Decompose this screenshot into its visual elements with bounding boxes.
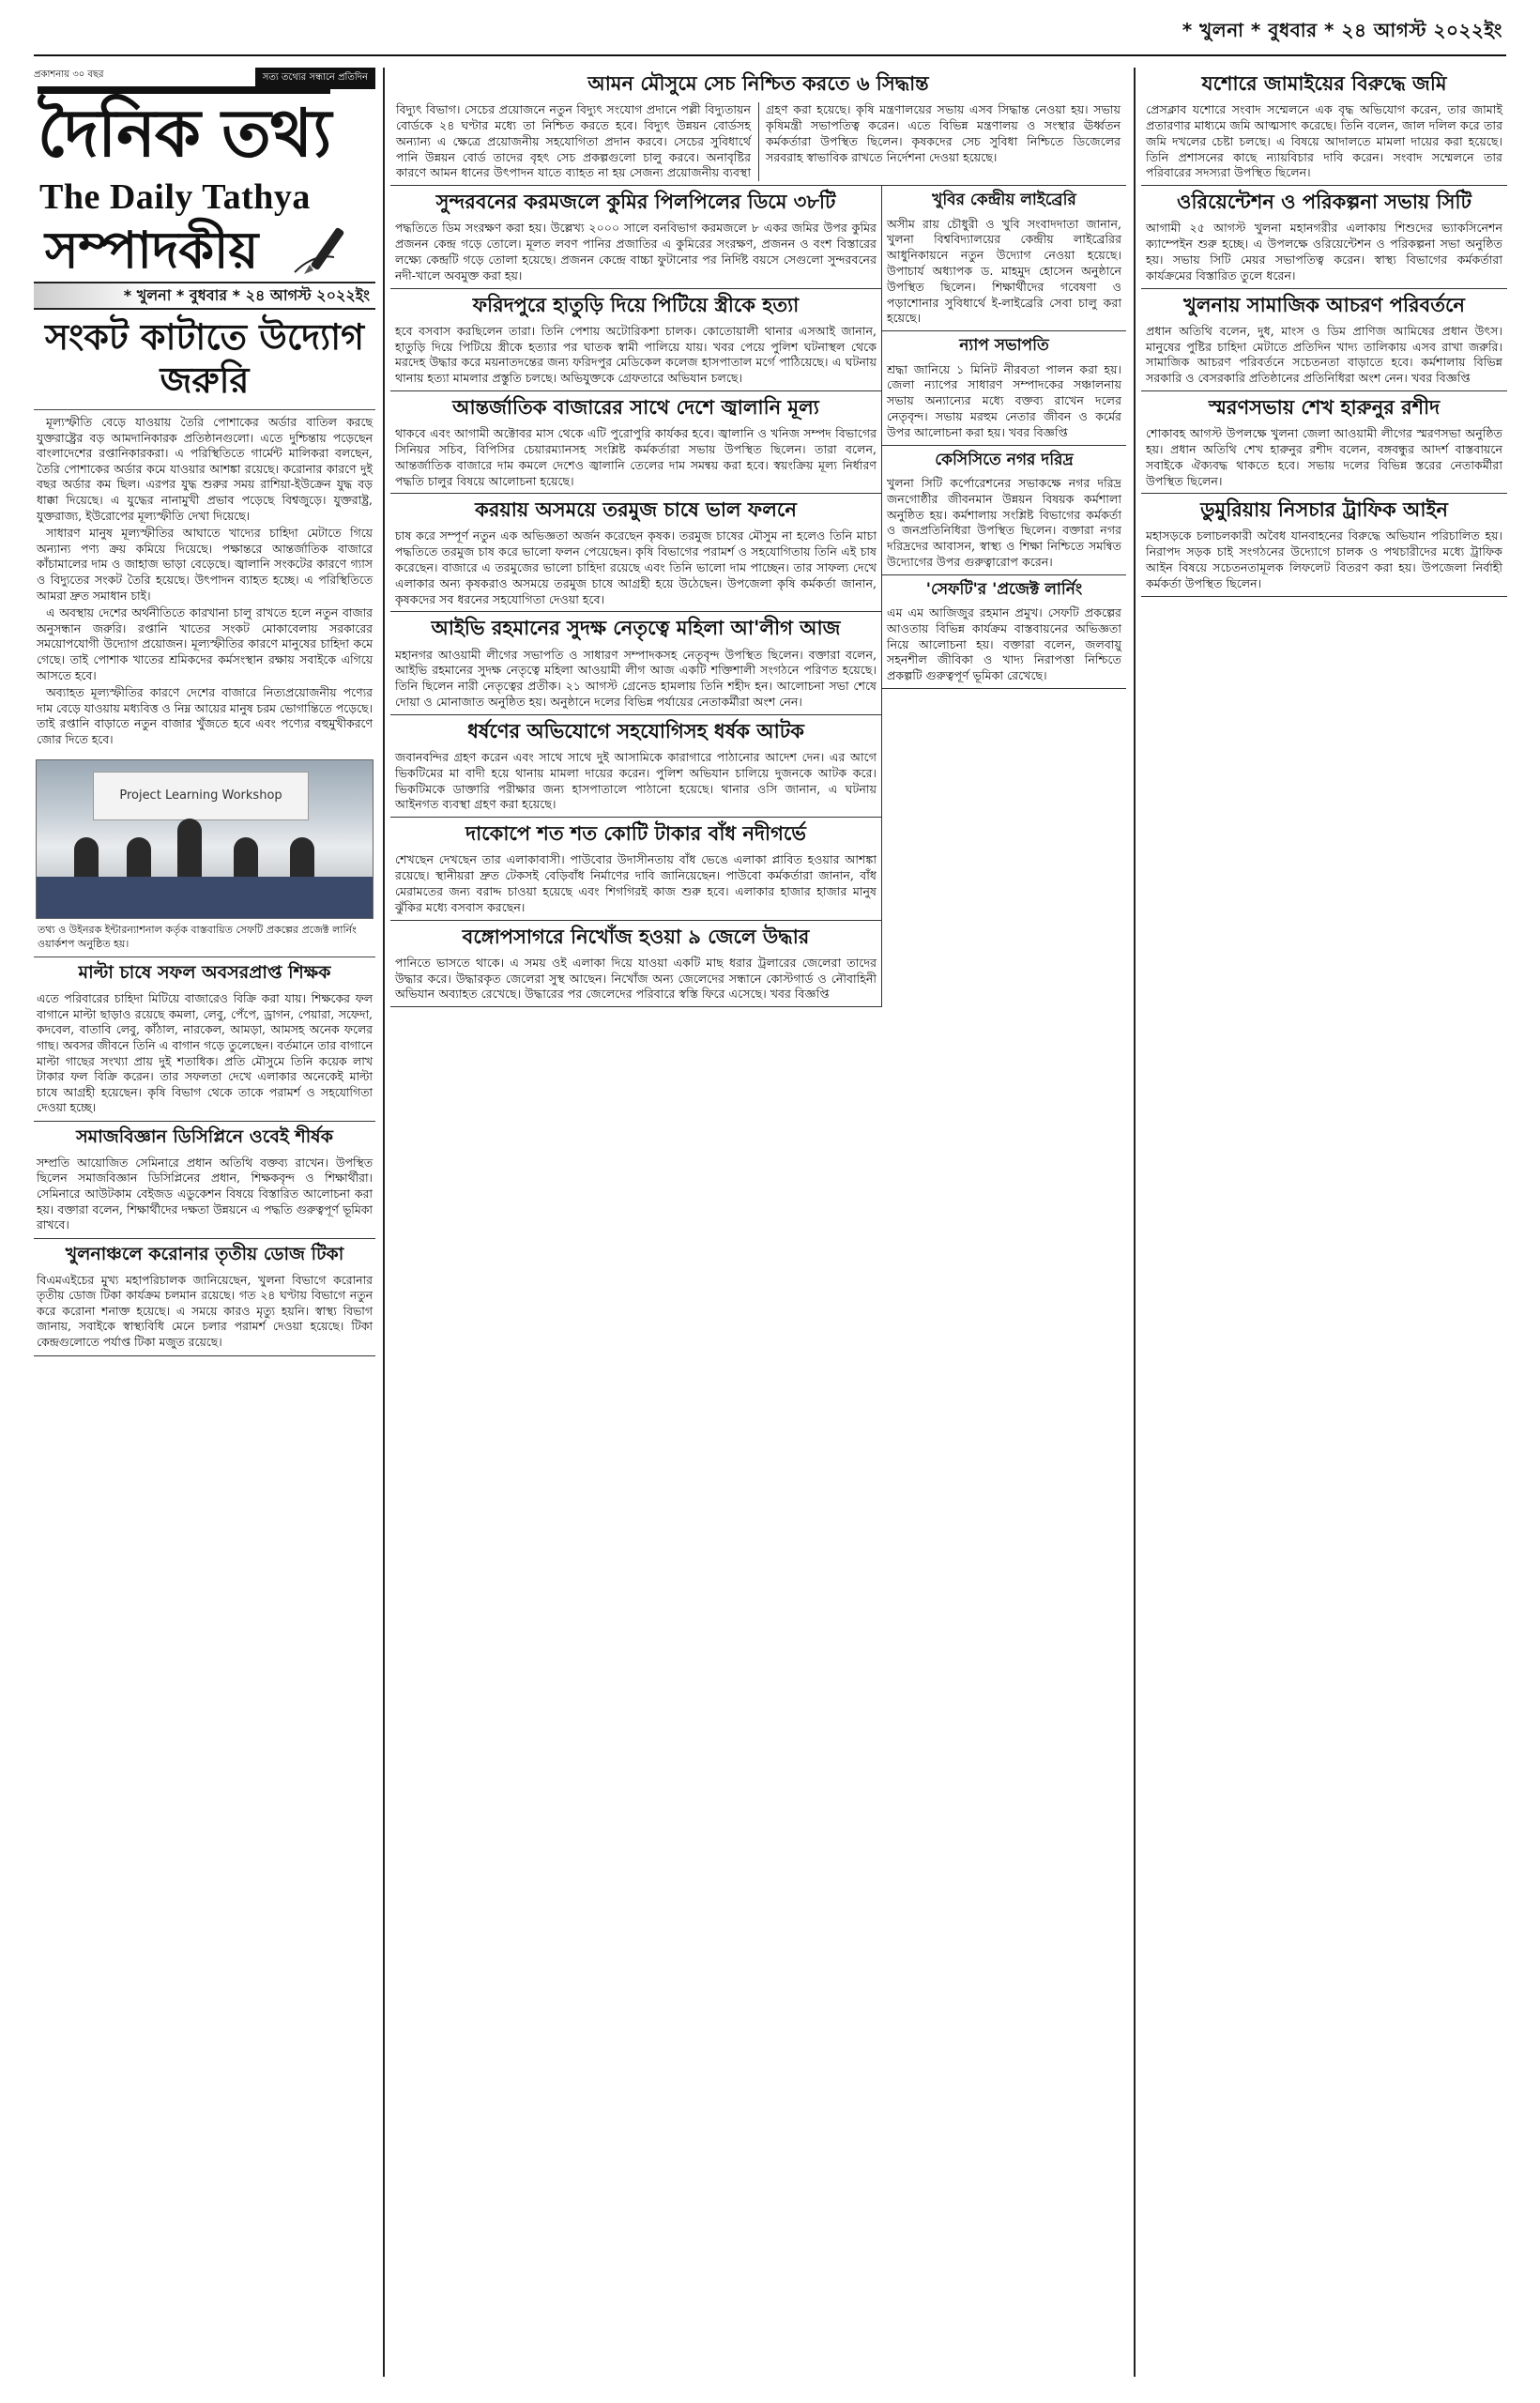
story-body: জবানবন্দির গ্রহণ করেন এবং সাথে সাথে দুই আসামিকে কারাগারে পাঠানোর আদেশ দেন। এর আগে ভিকটিমের মা বাদী হয়ে থানায় মামলা দায়ের করেন। পুলিশ অভিযান চালিয়ে দুজনকে আটক করে। ভিকটিমকে ডাক্তারি পরীক্ষার জন্য হাসপাতালে পাঠানো হয়েছে। থানার ওসি জানান, এ ঘটনায় আইনগত ব্যবস্থা গ্রহণ করা হয়েছে। — [395, 750, 877, 812]
story-body: পদ্ধতিতে ডিম সংরক্ষণ করা হয়। উল্লেখ্য ২০০০ সালে বনবিভাগ করমজলে ৮ একর জমির উপর কুমির প্রজনন কেন্দ্র গড়ে তোলে। মূলত লবণ পানির প্রজাতির এ কুমিরের সংরক্ষণ, প্রজনন ও বংশ বিস্তারের লক্ষ্যে কেন্দ্রটি গড়ে তোলা হয়েছে। প্রজনন কেন্দ্রে বাচ্চা ফুটানোর পর নির্দিষ্ট বয়সে সেগুলো সুন্দরবনের নদী-খালে অবমুক্ত করা হয়। — [395, 221, 877, 283]
news-story — [390, 186, 881, 288]
editorial-body — [34, 410, 375, 754]
story-headline[interactable]: দাকোপে শত শত কোটি টাকার বাঁধ নদীগর্ভে — [465, 822, 806, 846]
story-body: প্রধান অতিথি বলেন, দুধ, মাংস ও ডিম প্রাণিজ আমিষের প্রধান উৎস। মানুষের পুষ্টির চাহিদা মেটাতে প্রতিদিন খাদ্য তালিকায় এসব রাখা জরুরি। সামাজিক আচরণ পরিবর্তনে সচেতনতা বাড়াতে হবে। কর্মশালায় বিভিন্ন সরকারি ও বেসরকারি প্রতিষ্ঠানের প্রতিনিধিরা অংশ নেন। খবর বিজ্ঞপ্তি — [1146, 323, 1502, 386]
editorial-dateline: * খুলনা * বুধবার * ২৪ আগস্ট ২০২২ইং — [34, 283, 375, 310]
center-right-column — [882, 186, 1126, 1007]
news-story — [390, 289, 881, 391]
story-body: সম্প্রতি আয়োজিত সেমিনারে প্রধান অতিথি বক্তব্য রাখেন। উপস্থিত ছিলেন সমাজবিজ্ঞান ডিসিপ্লিনের প্রধান, শিক্ষকবৃন্দ ও শিক্ষার্থীরা। সেমিনারে আউটকাম বেইজড এডুকেশন বিষয়ে বিস্তারিত আলোচনা করা হয়। বক্তারা বলেন, শিক্ষার্থীদের দক্ষতা উন্নয়নে এ পদ্ধতি গুরুত্বপূর্ণ ভূমিকা রাখবে। — [37, 1155, 373, 1232]
masthead-tagline: প্রকাশনায় ৩০ বছর — [34, 69, 104, 80]
news-story — [34, 1239, 375, 1356]
story-body: থাকবে এবং আগামী অক্টোবর মাস থেকে এটি পুরোপুরি কার্যকর হবে। জ্বালানি ও খনিজ সম্পদ বিভাগের সিনিয়র সচিব, বিপিসির চেয়ারম্যানসহ সংশ্লিষ্ট কর্মকর্তারা সভায় উপস্থিত ছিলেন। তারা বলেন, আন্তর্জাতিক বাজারে দাম কমলে দেশেও জ্বালানি তেলের দাম সমন্বয় করা হবে। স্বয়ংক্রিয় মূল্য নির্ধারণ পদ্ধতি চালুর বিষয়ে আলোচনা হয়েছে। — [395, 426, 877, 488]
news-story — [390, 494, 881, 612]
story-headline[interactable]: খুলনায় সামাজিক আচরণ পরিবর্তনে — [1183, 293, 1465, 316]
editorial-title: সংকট কাটাতে উদ্যোগ জরুরি — [34, 310, 375, 410]
story-headline[interactable]: যশোরে জামাইয়ের বিরুদ্ধে জমি — [1201, 72, 1447, 95]
story-headline[interactable]: ধর্ষণের অভিযোগে সহযোগিসহ ধর্ষক আটক — [467, 719, 804, 742]
editorial-paragraph: অব্যাহত মূল্যস্ফীতির কারণে দেশের বাজারে নিত্যপ্রয়োজনীয় পণ্যের দাম বেড়ে যাওয়ায় মধ্যবিত্ত ও নিম্ন আয়ের মানুষ চরম ভোগান্তিতে পড়েছে। তাই রপ্তানি বাড়াতে নতুন বাজার খুঁজতে হবে এবং পণ্যের বহুমুখীকরণে জোর দিতে হবে। — [37, 685, 373, 746]
header-rule — [34, 54, 1506, 56]
story-body: অসীম রায় চৌধুরী ও খুবি সংবাদদাতা জানান, খুলনা বিশ্ববিদ্যালয়ের কেন্দ্রীয় লাইব্রেরির আধুনিকায়নে নতুন উদ্যোগ নেওয়া হয়েছে। উপাচার্য অধ্যাপক ড. মাহমুদ হোসেন অনুষ্ঠানে উপস্থিত ছিলেন। শিক্ষার্থীদের গবেষণা ও পড়াশোনার সুবিধার্থে ই-লাইব্রেরি সেবা চালু করা হয়েছে। — [887, 216, 1121, 326]
masthead — [34, 68, 375, 283]
story-body: প্রেসক্লাব যশোরে সংবাদ সম্মেলনে এক বৃদ্ধ অভিযোগ করেন, তার জামাই প্রতারণার মাধ্যমে জমি আত্মসাৎ করেছে। তিনি বলেন, জাল দলিল করে তার জমি দখলের চেষ্টা চলছে। এ বিষয়ে আদালতে মামলা দায়ের করা হয়েছে। তিনি প্রশাসনের কাছে ন্যায়বিচার দাবি করেন। সংবাদ সম্মেলনে তার পরিবারের সদস্যরা উপস্থিত ছিলেন। — [1146, 102, 1502, 180]
workshop-photo — [36, 759, 374, 919]
photo-table — [37, 877, 373, 918]
story-headline[interactable]: খুবির কেন্দ্রীয় লাইব্রেরি — [932, 191, 1076, 210]
story-headline[interactable]: কেসিসিতে নগর দরিদ্র — [935, 450, 1074, 469]
section-title: সম্পাদকীয় — [45, 221, 259, 280]
story-headline[interactable]: 'সেফটি'র 'প্রজেক্ট লার্নিং — [925, 579, 1083, 599]
story-body: হবে বসবাস করছিলেন তারা। তিনি পেশায় অটোরিকশা চালক। কোতোয়ালী থানার এসআই জানান, হাতুড়ি দিয়ে পিটিয়ে স্ত্রীকে হত্যার পর ঘাতক স্বামী পালিয়ে যায়। খবর পেয়ে পুলিশ ঘটনাস্থল থেকে মরদেহ উদ্ধার করে ময়নাতদন্তের জন্য ফরিদপুর মেডিকেল কলেজ হাসপাতাল মর্গে পাঠিয়েছে। এ ঘটনায় থানায় হত্যা মামলার প্রস্তুতি চলছে। অভিযুক্তকে গ্রেফতারে অভিযান চলছে। — [395, 323, 877, 386]
editorial-paragraph: সাধারণ মানুষ মূল্যস্ফীতির আঘাতে খাদ্যের চাহিদা মেটাতে গিয়ে অন্যান্য পণ্য ক্রয় কমিয়ে দিয়েছে। পক্ষান্তরে আন্তর্জাতিক বাজারে কাঁচামালের দাম ও জাহাজ ভাড়া বেড়েছে। জ্বালানি সংকটের কারণে গ্যাস ও বিদ্যুতের সংকট তৈরি হয়েছে। উৎপাদন ব্যাহত হচ্ছে। এ পরিস্থিতিতে আমরা দ্রুত সমাধান চাই। — [37, 526, 373, 603]
masthead-slogan: সত্য তথ্যের সন্ধানে প্রতিদিন — [255, 68, 375, 89]
story-body: চাষ করে সম্পূর্ণ নতুন এক অভিজ্ঞতা অর্জন করেছেন কৃষক। তরমুজ চাষের মৌসুম না হলেও তিনি মাচা পদ্ধতিতে তরমুজ চাষ করে ভালো ফলন পেয়েছেন। কৃষি বিভাগের পরামর্শ ও সহযোগিতায় তিনি এই চাষ করেছেন। বাজারে এ তরমুজের ভালো চাহিদা রয়েছে এবং তিনি ভালো দাম পাচ্ছেন। তার সাফল্য দেখে এলাকার অন্য কৃষকরাও অসময়ে তরমুজ চাষে আগ্রহী হয়ে উঠেছেন। উপজেলা কৃষি কর্মকর্তা জানান, কৃষকদের সব ধরনের সহযোগিতা দেওয়া হবে। — [395, 528, 877, 606]
editorial-paragraph: মূল্যস্ফীতি বেড়ে যাওয়ায় তৈরি পোশাকের অর্ডার বাতিল করছে যুক্তরাষ্ট্রের বড় আমদানিকারক প্রতিষ্ঠানগুলো। এতে দুশ্চিন্তায় পড়েছেন বাংলাদেশের রপ্তানিকারকরা। এ পরিস্থিতিতে গার্মেন্ট মালিকরা বলছেন, তৈরি পোশাকের অর্ডার কমে যাওয়ার আশঙ্কা রয়েছে। করোনার কারণে দুই বছর অর্ডার কম ছিল। এরপর যুদ্ধ শুরুর সময় রাশিয়া-ইউক্রেন যুদ্ধ বড় ধাক্কা দিয়েছে। এ যুদ্ধের নানামুখী প্রভাব পড়েছে বিশ্বজুড়ে। যুক্তরাষ্ট্র, যুক্তরাজ্য, ইউরোপের মূল্যস্ফীতি দেখা দিয়েছে। — [37, 415, 373, 523]
story-body: শোকাবহ আগস্ট উপলক্ষে খুলনা জেলা আওয়ামী লীগের স্মরণসভা অনুষ্ঠিত হয়। প্রধান অতিথি শেখ হারুনুর রশীদ বলেন, বঙ্গবন্ধুর আদর্শ বাস্তবায়নে সবাইকে ঐক্যবদ্ধ থাকতে হবে। সভায় দলের বিভিন্ন স্তরের নেতাকর্মীরা উপস্থিত ছিলেন। — [1146, 426, 1502, 488]
story-body: মহাসড়কে চলাচলকারী অবৈধ যানবাহনের বিরুদ্ধে অভিযান পরিচালিত হয়। নিরাপদ সড়ক চাই সংগঠনের উদ্যোগে চালক ও পথচারীদের মধ্যে ট্রাফিক আইন বিষয়ে সচেতনতামূলক লিফলেট বিতরণ করা হয়। উপজেলা নির্বাহী কর্মকর্তা উপস্থিত ছিলেন। — [1146, 528, 1502, 590]
story-body: বিদ্যুৎ বিভাগ। সেচের প্রয়োজনে নতুন বিদ্যুৎ সংযোগ প্রদানে পল্লী বিদ্যুতায়ন বোর্ডকে ২৪ ঘণ্টার মধ্যে তা নিশ্চিত করতে হবে। বিদ্যুৎ উন্নয়ন বোর্ডসহ অন্যান্য এ ক্ষেত্রে প্রয়োজনীয় সহযোগিতা প্রদান করবে। সেচের সুবিধার্থে পানি উন্নয়ন বোর্ড তাদের বৃহৎ সেচ প্রকল্পগুলো চালু করবে। অনাবৃষ্টির কারণে আমন ধানের উৎপাদন যাতে ব্যাহত না হয় সেজন্য প্রয়োজনীয় ব্যবস্থা গ্রহণ করা হয়েছে। কৃষি মন্ত্রণালয়ের সভায় এসব সিদ্ধান্ত নেওয়া হয়। সভায় কৃষিমন্ত্রী সভাপতিত্ব করেন। এতে বিভিন্ন মন্ত্রণালয় ও সংস্থার ঊর্ধ্বতন কর্মকর্তারা উপস্থিত ছিলেন। কৃষকদের সেচ সুবিধা নিশ্চিতে ডিজেলের সরবরাহ স্বাভাবিক রাখতে নির্দেশনা দেওয়া হয়েছে। — [396, 102, 1121, 180]
news-story — [882, 446, 1126, 575]
story-body: আগামী ২৫ আগস্ট খুলনা মহানগরীর এলাকায় শিশুদের ভ্যাকসিনেশন ক্যাম্পেইন শুরু হচ্ছে। এ উপলক্ষে ওরিয়েন্টেশন ও পরিকল্পনা সভা অনুষ্ঠিত হয়। সভায় সিটি মেয়র সভাপতিত্ব করেন। স্বাস্থ্য বিভাগের কর্মকর্তারা কার্যক্রমের বিস্তারিত তুলে ধরেন। — [1146, 221, 1502, 283]
story-body: এতে পরিবারের চাহিদা মিটিয়ে বাজারেও বিক্রি করা যায়। শিক্ষকের ফল বাগানে মাল্টা ছাড়াও রয়েছে কমলা, লেবু, পেঁপে, ড্রাগন, পেয়ারা, সফেদা, কদবেল, বাতাবি লেবু, কাঁঠাল, নারকেল, আমড়া, আমসহ অনেক ফলের গাছ। অবসর জীবনে তিনি এ বাগান গড়ে তুলেছেন। বর্তমানে তার বাগানে মাল্টা গাছের সংখ্যা প্রায় দুই শতাধিক। প্রতি মৌসুমে তিনি কয়েক লাখ টাকার ফল বিক্রি করেন। তার সফলতা দেখে এলাকার অনেকেই মাল্টা চাষে আগ্রহী হয়েছেন। কৃষি বিভাগ থেকে তাকে পরামর্শ ও সহযোগিতা দেওয়া হচ্ছে। — [37, 991, 373, 1115]
story-headline[interactable]: আইভি রহমানের সুদক্ষ নেতৃত্বে মহিলা আ'লীগ আজ — [431, 617, 841, 640]
column-divider — [383, 68, 385, 2377]
photo-banner-text: Project Learning Workshop — [93, 772, 309, 820]
news-story — [882, 331, 1126, 445]
pen-icon — [285, 216, 366, 280]
story-headline[interactable]: ওরিয়েন্টেশন ও পরিকল্পনা সভায় সিটি — [1177, 191, 1471, 214]
news-story — [390, 818, 881, 920]
story-headline[interactable]: ডুমুরিয়ায় নিসচার ট্রাফিক আইন — [1200, 498, 1448, 522]
story-headline[interactable]: ফরিদপুরে হাতুড়ি দিয়ে পিটিয়ে স্ত্রীকে হত্যা — [472, 293, 800, 316]
story-body: মহানগর আওয়ামী লীগের সভাপতি ও সাধারণ সম্পাদকসহ নেতৃবৃন্দ উপস্থিত ছিলেন। বক্তারা বলেন, আইভি রহমানের সুদক্ষ নেতৃত্বে মহিলা আওয়ামী লীগ আজ একটি শক্তিশালী সংগঠনে পরিণত হয়েছে। তিনি ছিলেন নারী নেতৃত্বের প্রতীক। ২১ আগস্ট গ্রেনেড হামলায় তিনি শহীদ হন। আলোচনা সভা শেষে দোয়া ও মোনাজাত অনুষ্ঠিত হয়। অনুষ্ঠানে দলের বিভিন্ন পর্যায়ের নেতাকর্মীরা অংশ নেন। — [395, 647, 877, 710]
story-body: খুলনা সিটি কর্পোরেশনের সভাকক্ষে নগর দরিদ্র জনগোষ্ঠীর জীবনমান উন্নয়ন বিষয়ক কর্মশালা অনুষ্ঠিত হয়। কর্মশালায় সংশ্লিষ্ট বিভাগের কর্মকর্তা ও জনপ্রতিনিধিরা উপস্থিত ছিলেন। বক্তারা নগর দরিদ্রদের আবাসন, স্বাস্থ্য ও শিক্ষা নিশ্চিতে সমন্বিত উদ্যোগের উপর গুরুত্বারোপ করেন। — [887, 475, 1121, 569]
editorial-column — [34, 68, 375, 2377]
photo-caption: তথ্য ও উইনরক ইন্টারন্যাশনাল কর্তৃক বাস্তবায়িত সেফটি প্রকল্পের প্রজেক্ট লার্নিং ওয়ার্কশপ অনুষ্ঠিত হয়। — [34, 919, 375, 957]
masthead-title-bn: দৈনিক তথ্য — [38, 86, 330, 171]
center-left-column — [390, 186, 882, 1007]
news-story — [882, 575, 1126, 689]
story-headline[interactable]: মাল্টা চাষে সফল অবসরপ্রাপ্ত শিক্ষক — [78, 962, 331, 984]
story-body: এম এম আজিজুর রহমান প্রমুখ। সেফটি প্রকল্পের আওতায় বিভিন্ন কার্যক্রম বাস্তবায়নের অভিজ্ঞতা নিয়ে আলোচনা হয়। বক্তারা বলেন, জলবায়ু সহনশীল জীবিকা ও খাদ্য নিরাপত্তা নিশ্চিতে প্রকল্পটি গুরুত্বপূর্ণ ভূমিকা রেখেছে। — [887, 605, 1121, 683]
story-headline[interactable]: বঙ্গোপসাগরে নিখোঁজ হওয়া ৯ জেলে উদ্ধার — [462, 925, 810, 948]
editorial-paragraph: এ অবস্থায় দেশের অর্থনীতিতে কারখানা চালু রাখতে হলে নতুন বাজার অনুসন্ধান জরুরি। রপ্তানি খাতের সংকট মোকাবেলায় সরকারের সময়োপযোগী উদ্যোগ প্রয়োজন। মূল্যস্ফীতির কারণে মানুষের চাহিদা কমে গেছে। তাই পোশাক খাতের শ্রমিকদের কর্মসংস্থান রক্ষায় সবাইকে এগিয়ে আসতে হবে। — [37, 605, 373, 682]
news-story — [34, 957, 375, 1122]
news-story — [390, 715, 881, 818]
masthead-title-en: The Daily Tathya — [39, 177, 311, 217]
news-story — [34, 1122, 375, 1239]
story-headline[interactable]: স্মরণসভায় শেখ হারুনুর রশীদ — [1208, 395, 1441, 419]
story-body: পানিতে ভাসতে থাকে। এ সময় ওই এলাকা দিয়ে যাওয়া একটি মাছ ধরার ট্রলারের জেলেরা তাদের উদ্ধার করে। উদ্ধারকৃত জেলেরা সুস্থ আছেন। নিখোঁজ অন্য জেলেদের সন্ধানে কোস্টগার্ড ও নৌবাহিনী অভিযান অব্যাহত রেখেছে। উদ্ধারের পর জেলেদের পরিবারে স্বস্তি ফিরে এসেছে। খবর বিজ্ঞপ্তি — [395, 955, 877, 1002]
story-body: বিএমএইচের মুখ্য মহাপরিচালক জানিয়েছেন, খুলনা বিভাগে করোনার তৃতীয় ডোজ টিকা কার্যক্রম চলমান রয়েছে। গত ২৪ ঘণ্টায় বিভাগে নতুন করে করোনা শনাক্ত হয়েছে। এ সময়ে কারও মৃত্যু হয়নি। স্বাস্থ্য বিভাগ জানায়, সবাইকে স্বাস্থ্যবিধি মেনে চলার পরামর্শ দেওয়া হয়েছে। টিকা কেন্দ্রগুলোতে পর্যাপ্ত টিকা মজুত রয়েছে। — [37, 1272, 373, 1349]
story-headline[interactable]: খুলনাঞ্চলে করোনার তৃতীয় ডোজ টিকা — [65, 1243, 344, 1264]
news-story — [1141, 391, 1507, 494]
news-story — [1141, 68, 1507, 186]
news-story — [1141, 494, 1507, 596]
news-story — [1141, 186, 1507, 288]
news-story — [882, 186, 1126, 331]
story-headline[interactable]: সমাজবিজ্ঞান ডিসিপ্লিনে ওবেই শীর্ষক — [76, 1126, 333, 1148]
news-story — [390, 68, 1126, 186]
story-headline[interactable]: ন্যাপ সভাপতি — [959, 336, 1049, 356]
story-headline[interactable]: করয়ায় অসময়ে তরমুজ চাষে ভাল ফলনে — [475, 498, 797, 522]
news-story — [390, 391, 881, 494]
news-story — [1141, 289, 1507, 391]
story-headline[interactable]: আন্তর্জাতিক বাজারের সাথে দেশে জ্বালানি মূল্য — [452, 395, 819, 419]
column-divider — [1134, 68, 1136, 2377]
right-news-column — [1141, 68, 1507, 2377]
story-body: শেখছেন দেখছেন তার এলাকাবাসী। পাউবোর উদাসীনতায় বাঁধ ভেঙে এলাকা প্লাবিত হওয়ার আশঙ্কা রয়েছে। স্থানীয়রা দ্রুত টেকসই বেড়িবাঁধ নির্মাণের দাবি জানিয়েছেন। পাউবো কর্মকর্তারা জানান, বাঁধ মেরামতের জন্য বরাদ্দ চাওয়া হয়েছে এবং শিগগিরই কাজ শুরু হবে। এলাকার হাজার হাজার মানুষ ঝুঁকির মধ্যে বসবাস করছেন। — [395, 852, 877, 914]
news-story — [390, 612, 881, 714]
center-news-area — [390, 68, 1126, 2377]
story-headline[interactable]: আমন মৌসুমে সেচ নিশ্চিত করতে ৬ সিদ্ধান্ত — [587, 72, 929, 95]
page-dateline: * খুলনা * বুধবার * ২৪ আগস্ট ২০২২ইং — [1182, 19, 1502, 41]
story-body: শ্রদ্ধা জানিয়ে ১ মিনিট নীরবতা পালন করা হয়। জেলা ন্যাপের সাধারণ সম্পাদকের সঞ্চালনায় সভায় অন্যান্যের মধ্যে বক্তব্য রাখেন দলের নেতৃবৃন্দ। সভায় মরহুম নেতার জীবন ও কর্মের উপর আলোচনা করা হয়। খবর বিজ্ঞপ্তি — [887, 361, 1121, 439]
story-headline[interactable]: সুন্দরবনের করমজলে কুমির পিলপিলের ডিমে ৩৮টি — [435, 191, 836, 214]
news-story — [390, 921, 881, 1008]
